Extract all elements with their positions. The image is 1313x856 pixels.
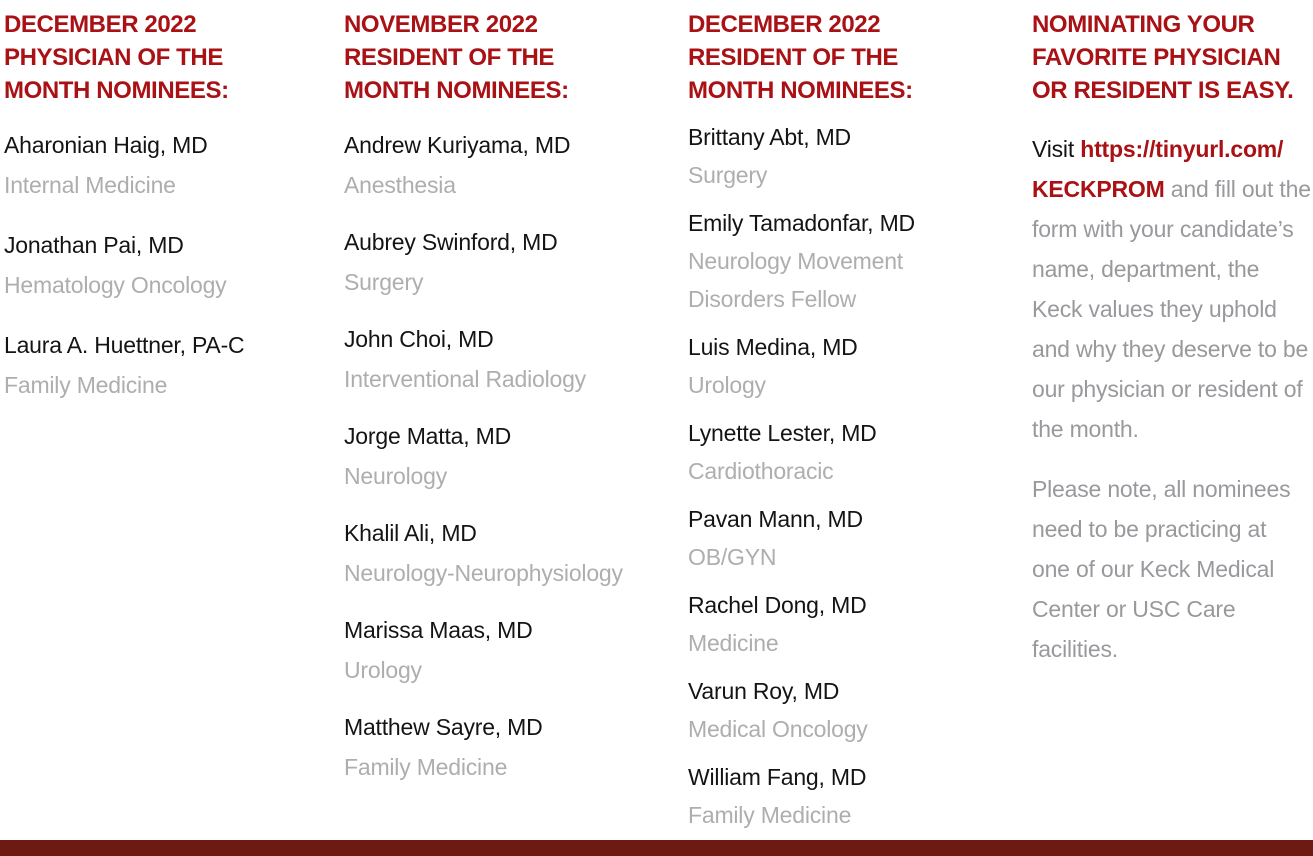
cta-line: one of our Keck Medical [1032, 556, 1275, 582]
nominee-department: Family Medicine [344, 754, 508, 780]
nominee-list [688, 118, 978, 834]
nominee-entry [688, 672, 978, 748]
footer-accent-bar [0, 840, 1313, 856]
nominee-department: Surgery [344, 269, 424, 295]
nominee-entry [4, 325, 316, 405]
heading-line: NOVEMBER 2022 [344, 11, 538, 38]
nominee-name: Varun Roy, MD [688, 678, 840, 704]
nominee-name: Brittany Abt, MD [688, 124, 851, 150]
cta-url-link[interactable]: KECKPROM [1032, 176, 1165, 202]
cta-url-link[interactable]: https://tinyurl.com/ [1080, 136, 1284, 162]
nominee-entry [344, 416, 656, 496]
nominee-name: Jonathan Pai, MD [4, 232, 184, 258]
heading-line: DECEMBER 2022 [4, 11, 197, 38]
nominee-name: Rachel Dong, MD [688, 592, 867, 618]
cta-text: Visit [1032, 136, 1081, 162]
nominee-department: Internal Medicine [4, 172, 176, 198]
nominee-department: Medicine [688, 630, 779, 656]
cta-paragraph-2 [1032, 469, 1313, 669]
cta-text: our physician or resident of [1032, 376, 1303, 402]
nominee-entry [688, 500, 978, 576]
heading-line: MONTH NOMINEES: [4, 77, 229, 104]
nominee-name: Luis Medina, MD [688, 334, 858, 360]
nominee-department: Interventional Radiology [344, 366, 586, 392]
nominee-department: Neurology [344, 463, 448, 489]
nominee-name: Marissa Maas, MD [344, 617, 533, 643]
nominee-name: Pavan Mann, MD [688, 506, 863, 532]
nominee-entry [344, 319, 656, 399]
cta-line [1032, 249, 1313, 289]
nominee-name: Emily Tamadonfar, MD [688, 210, 915, 236]
cta-text: name, department, the [1032, 256, 1260, 282]
nominee-list [4, 125, 316, 405]
heading-line: RESIDENT OF THE [688, 44, 899, 71]
nominee-entry [688, 204, 978, 318]
nominee-name: Aubrey Swinford, MD [344, 229, 558, 255]
column-november-resident [344, 8, 656, 804]
cta-line: Please note, all nominees [1032, 476, 1291, 502]
nominee-department: Family Medicine [688, 802, 852, 828]
nominee-entry [688, 758, 978, 834]
nominee-list [344, 125, 656, 787]
cta-heading [1032, 8, 1313, 107]
heading-line: DECEMBER 2022 [688, 11, 881, 38]
nominee-name: William Fang, MD [688, 764, 867, 790]
cta-paragraph-1 [1032, 129, 1313, 449]
nominee-name: Jorge Matta, MD [344, 423, 511, 449]
nominee-entry [344, 513, 656, 593]
nominee-name: Laura A. Huettner, PA-C [4, 332, 245, 358]
nominee-entry [4, 225, 316, 305]
cta-line [1032, 169, 1313, 209]
nominee-name: Lynette Lester, MD [688, 420, 877, 446]
cta-line [1032, 329, 1313, 369]
nominee-department: Cardiothoracic [688, 458, 834, 484]
nominee-department: Surgery [688, 162, 768, 188]
heading-line: PHYSICIAN OF THE [4, 44, 223, 71]
column-heading [344, 8, 656, 107]
column-december-resident [688, 8, 978, 844]
cta-line: need to be practicing at [1032, 516, 1267, 542]
heading-line: MONTH NOMINEES: [688, 77, 913, 104]
heading-line: FAVORITE PHYSICIAN [1032, 44, 1281, 71]
nominee-name: Andrew Kuriyama, MD [344, 132, 571, 158]
nominee-department: OB/GYN [688, 544, 777, 570]
nominee-name: John Choi, MD [344, 326, 494, 352]
nominee-entry [688, 586, 978, 662]
cta-line [1032, 289, 1313, 329]
cta-text: and why they deserve to be [1032, 336, 1309, 362]
cta-line [1032, 409, 1313, 449]
nominee-entry [688, 118, 978, 194]
cta-text: Keck values they uphold [1032, 296, 1277, 322]
nominee-entry [344, 125, 656, 205]
nominee-department: Neurology Movement Disorders Fellow [688, 248, 904, 312]
heading-line: MONTH NOMINEES: [344, 77, 569, 104]
nominee-name: Khalil Ali, MD [344, 520, 477, 546]
column-december-physician [4, 8, 316, 425]
cta-line [1032, 129, 1313, 169]
nominee-name: Matthew Sayre, MD [344, 714, 543, 740]
column-nomination-cta [1032, 8, 1313, 669]
heading-line: OR RESIDENT IS EASY. [1032, 77, 1294, 104]
nominee-department: Urology [688, 372, 766, 398]
column-heading [4, 8, 316, 107]
nominee-name: Aharonian Haig, MD [4, 132, 208, 158]
heading-line: NOMINATING YOUR [1032, 11, 1255, 38]
nominee-entry [344, 222, 656, 302]
nominee-entry [688, 414, 978, 490]
nominee-entry [4, 125, 316, 205]
cta-line: facilities. [1032, 636, 1118, 662]
cta-text: and fill out the [1164, 176, 1311, 202]
cta-line [1032, 209, 1313, 249]
nominee-entry [344, 610, 656, 690]
cta-text: form with your candidate’s [1032, 216, 1294, 242]
nominee-department: Anesthesia [344, 172, 456, 198]
nominee-entry [344, 707, 656, 787]
heading-line: RESIDENT OF THE [344, 44, 555, 71]
nominee-department: Family Medicine [4, 372, 168, 398]
nominee-department: Hematology Oncology [4, 272, 227, 298]
nominee-department: Medical Oncology [688, 716, 868, 742]
nominee-department: Urology [344, 657, 422, 683]
cta-line [1032, 369, 1313, 409]
column-heading [688, 8, 978, 107]
cta-line: Center or USC Care [1032, 596, 1236, 622]
nominee-department: Neurology-Neurophysiology [344, 560, 623, 586]
nominee-entry [688, 328, 978, 404]
cta-text: the month. [1032, 416, 1139, 442]
